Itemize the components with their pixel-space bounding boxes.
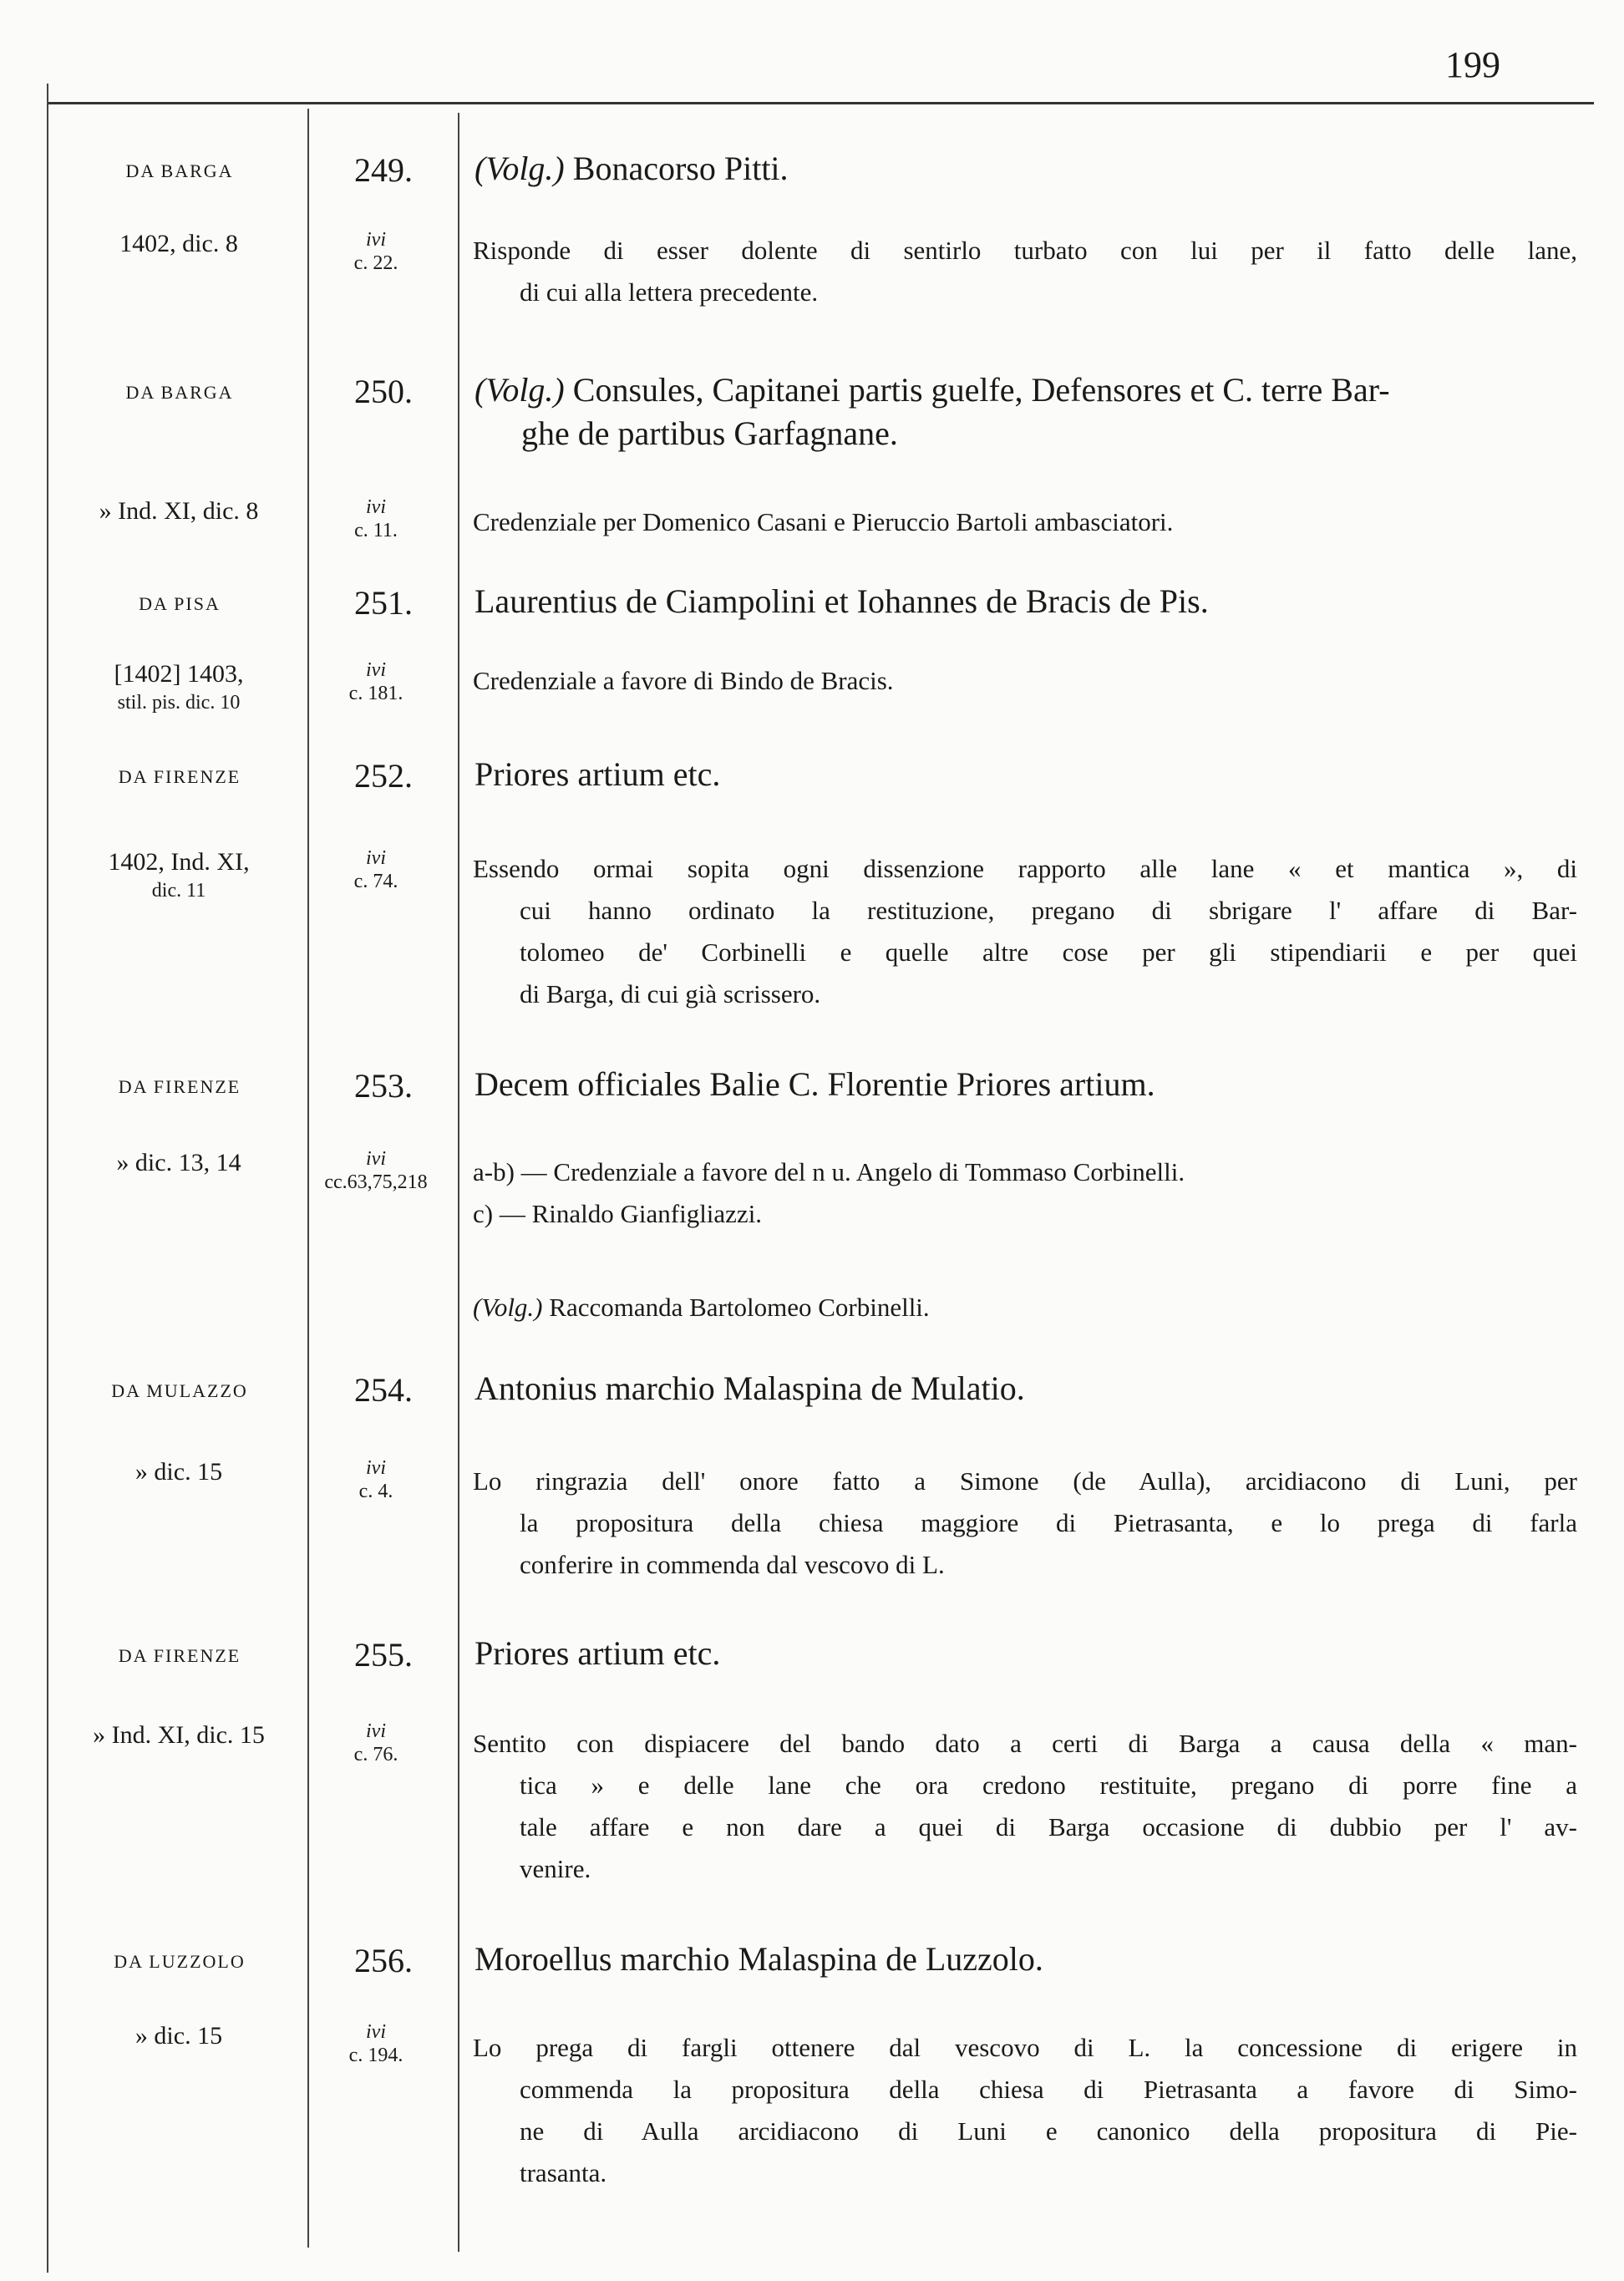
heading-line: [475, 1063, 1577, 1106]
entry-origin: DA LUZZOLO: [114, 1951, 246, 1972]
entry-heading: [475, 368, 1577, 455]
reference-line: ivi: [366, 659, 386, 681]
entry-reference: [294, 1720, 458, 1766]
entry-origin: DA FIRENZE: [118, 1645, 241, 1666]
entry-summary: [473, 1151, 1577, 1235]
entry-summary: [473, 660, 1577, 702]
reference-line: ivi: [366, 1148, 386, 1170]
entry-summary: [473, 1461, 1577, 1586]
summary-line: ne di Aulla arcidiacono di Luni e canonico della propositura di Pie-: [520, 2116, 1577, 2146]
heading-line: [475, 1632, 1577, 1675]
reference-line: ivi: [366, 847, 386, 869]
reference-line: ivi: [366, 496, 386, 518]
left-margin-rule: [47, 84, 48, 2273]
heading-line: [475, 412, 1577, 455]
note-prefix: (Volg.): [473, 1293, 543, 1322]
heading-line: [475, 1367, 1577, 1410]
entry-summary: [473, 2027, 1577, 2194]
date-line: stil. pis. dic. 10: [117, 692, 241, 714]
summary-line: di cui alla lettera precedente.: [520, 277, 819, 307]
summary-line: tale affare e non dare a quei di Barga occasione di dubbio per l' av-: [520, 1812, 1577, 1842]
summary-line: venire.: [520, 1854, 591, 1883]
entry-number: 254.: [354, 1371, 413, 1409]
date-line: » dic. 15: [134, 1458, 223, 1486]
reference-line: c. 194.: [348, 2045, 403, 2066]
reference-line: ivi: [366, 2021, 386, 2043]
entry-number: 249.: [354, 151, 413, 189]
heading-line: [475, 368, 1577, 412]
entry-heading: [475, 1938, 1577, 1981]
reference-line: c. 11.: [354, 520, 398, 541]
summary-line: tolomeo de' Corbinelli e quelle altre cose per gli stipendiarii e per quei: [520, 937, 1577, 967]
summary-line: Sentito con dispiacere del bando dato a certi di Barga a causa della « man-: [473, 1729, 1577, 1758]
entry-origin: DA FIRENZE: [118, 766, 241, 787]
entry-heading: [475, 580, 1577, 623]
entry-number: 253.: [354, 1067, 413, 1105]
summary-line: tica » e delle lane che ora credono restituite, pregano di porre fine a: [520, 1770, 1577, 1800]
summary-line: la propositura della chiesa maggiore di Pietrasanta, e lo prega di farla: [520, 1508, 1577, 1537]
entry-origin: DA MULAZZO: [111, 1380, 248, 1401]
entry-reference: [294, 1147, 458, 1194]
summary-line: Lo ringrazia dell' onore fatto a Simone (de Aulla), arcidiacono di Luni, per: [473, 1466, 1577, 1496]
date-line: » Ind. XI, dic. 8: [99, 497, 259, 525]
entry-date: [55, 497, 302, 526]
summary-line: a-b) — Credenziale a favore del n u. Angelo di Tommaso Corbinelli.: [473, 1157, 1185, 1186]
reference-line: c. 181.: [348, 683, 403, 704]
column-rule-number: [458, 113, 459, 2252]
heading-text: Bonacorso Pitti.: [572, 150, 789, 187]
entry-date: [55, 1149, 302, 1177]
summary-line: conferire in commenda dal vescovo di L.: [520, 1550, 945, 1579]
entry-origin: DA PISA: [139, 593, 221, 614]
entry-heading: [475, 753, 1577, 796]
entry-date: [55, 2022, 302, 2050]
heading-text: Consules, Capitanei partis guelfe, Defensores et C. terre Bar-: [572, 371, 1390, 409]
summary-line: trasanta.: [520, 2158, 607, 2187]
entry-heading: [475, 1063, 1577, 1106]
date-line: 1402, Ind. XI,: [108, 848, 250, 876]
date-line: » dic. 13, 14: [116, 1149, 241, 1176]
summary-line: Credenziale per Domenico Casani e Pieruccio Bartoli ambasciatori.: [473, 507, 1174, 536]
entry-number: 250.: [354, 373, 413, 410]
summary-line: Lo prega di fargli ottenere dal vescovo di L. la concessione di erigere in: [473, 2033, 1577, 2062]
heading-text: ghe de partibus Garfagnane.: [521, 414, 898, 452]
reference-line: ivi: [366, 229, 386, 251]
heading-line: [475, 1938, 1577, 1981]
summary-line: c) — Rinaldo Gianfigliazzi.: [473, 1199, 763, 1228]
entry-date: [55, 230, 302, 258]
entry-summary: [473, 848, 1577, 1015]
heading-text: Priores artium etc.: [475, 1634, 721, 1672]
entry-number: 251.: [354, 584, 413, 622]
entry-number: 255.: [354, 1636, 413, 1674]
entry-note: [473, 1287, 1577, 1328]
entry-summary: [473, 230, 1577, 313]
date-line: dic. 11: [151, 880, 206, 902]
entry-date: [55, 1458, 302, 1486]
heading-text: Laurentius de Ciampolini et Iohannes de Bracis de Pis.: [475, 582, 1209, 620]
entry-reference: [294, 1456, 458, 1503]
heading-prefix: (Volg.): [475, 150, 565, 187]
date-line: » dic. 15: [134, 2022, 223, 2050]
page-number: 199: [1445, 44, 1500, 85]
summary-line: di Barga, di cui già scrissero.: [520, 979, 821, 1008]
reference-line: cc.63,75,218: [324, 1171, 428, 1193]
entry-reference: [294, 495, 458, 542]
entry-origin: DA BARGA: [125, 160, 234, 181]
heading-line: [475, 147, 1577, 191]
summary-line: Risponde di esser dolente di sentirlo turbato con lui per il fatto delle lane,: [473, 236, 1577, 265]
entry-summary: [473, 501, 1577, 543]
reference-line: c. 4.: [358, 1481, 393, 1502]
date-line: » Ind. XI, dic. 15: [93, 1721, 265, 1749]
entry-heading: [475, 147, 1577, 191]
heading-text: Decem officiales Balie C. Florentie Priores artium.: [475, 1065, 1155, 1103]
entry-number: 256.: [354, 1942, 413, 1979]
reference-line: ivi: [366, 1457, 386, 1479]
heading-text: Priores artium etc.: [475, 755, 721, 793]
date-line: 1402, dic. 8: [119, 230, 238, 257]
summary-line: commenda la propositura della chiesa di Pietrasanta a favore di Simo-: [520, 2075, 1577, 2104]
entry-summary: [473, 1723, 1577, 1890]
reference-line: c. 76.: [353, 1744, 398, 1765]
entry-date: [55, 848, 302, 905]
entry-origin: DA FIRENZE: [118, 1076, 241, 1097]
top-rule: [47, 102, 1594, 104]
entry-origin: DA BARGA: [125, 382, 234, 403]
entry-date: [55, 1721, 302, 1750]
summary-line: cui hanno ordinato la restituzione, pregano di sbrigare l' affare di Bar-: [520, 896, 1577, 925]
entry-reference: [294, 2020, 458, 2067]
note-line: [473, 1287, 1577, 1328]
entry-date: [55, 660, 302, 717]
entry-number: 252.: [354, 757, 413, 795]
summary-line: Essendo ormai sopita ogni dissenzione rapporto alle lane « et mantica », di: [473, 854, 1577, 883]
entry-heading: [475, 1367, 1577, 1410]
entry-reference: [294, 658, 458, 705]
heading-line: [475, 753, 1577, 796]
entry-reference: [294, 846, 458, 893]
heading-text: Moroellus marchio Malaspina de Luzzolo.: [475, 1940, 1043, 1978]
heading-text: Antonius marchio Malaspina de Mulatio.: [475, 1369, 1025, 1407]
entry-reference: [294, 228, 458, 275]
date-line: [1402] 1403,: [114, 660, 244, 688]
entry-heading: [475, 1632, 1577, 1675]
reference-line: c. 74.: [353, 871, 398, 892]
heading-line: [475, 580, 1577, 623]
note-text: Raccomanda Bartolomeo Corbinelli.: [549, 1293, 930, 1322]
reference-line: ivi: [366, 1720, 386, 1742]
heading-prefix: (Volg.): [475, 371, 565, 409]
reference-line: c. 22.: [353, 252, 398, 274]
summary-line: Credenziale a favore di Bindo de Bracis.: [473, 666, 894, 695]
